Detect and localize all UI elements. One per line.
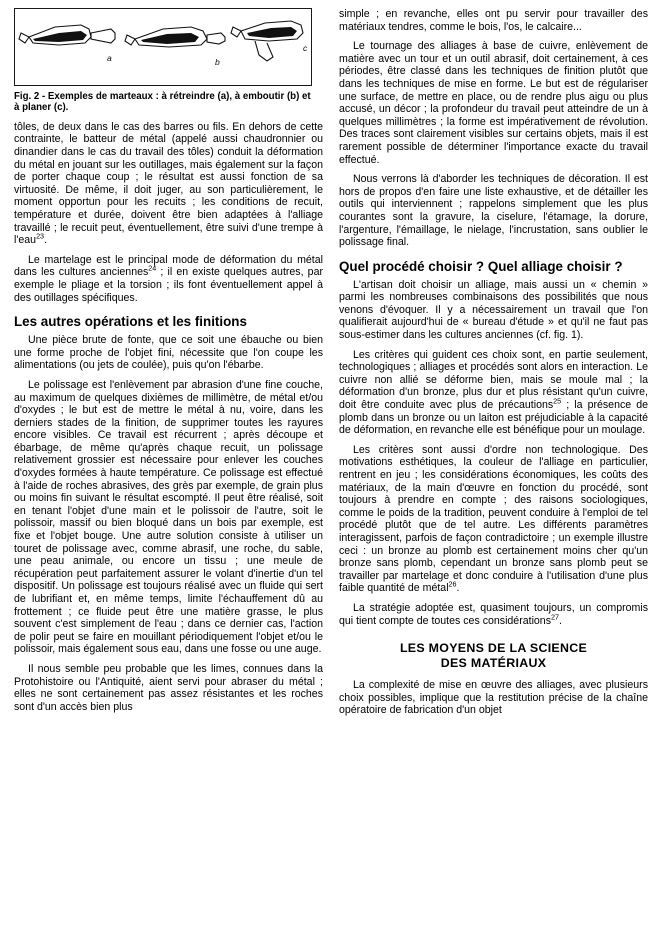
figure-label-a: a xyxy=(107,53,112,63)
paragraph: tôles, de deux dans le cas des barres ou fils. En dehors de cette contrainte, le batteur de métal (appelé aussi chaudronnier ou dinandier dans le cas du travail des tôles) conduit la déformation du métal en jouant sur les outillages, mais également sur la façon de porter chaque coup ; le résultat est aussi fonction de sa virtuosité. De même, il doit juger, au son particulièrement, le moment opportun pour les recuits ; les conditions de recuit, température et durée, doivent être bien adaptées à l'alliage travaillé ; le recuit peut, éventuellement, être suivi d'une trempe à l'eau$^{23}$. xyxy=(14,120,323,247)
paragraph-text: tôles, de deux dans le cas des barres ou fils. En dehors de cette contrainte, le batteur de métal (appelé aussi chaudronnier ou dinandier dans le cas du travail des tôles) conduit la déformation du métal en jouant sur les outillages, mais également sur la façon de porter chaque coup ; le résultat est aussi fonction de sa virtuosité. De même, il doit juger, au son particulièrement, le moment opportun pour les recuits ; les conditions de recuit, température et durée, doivent être bien adaptées à l'alliage travaillé ; le recuit peut, éventuellement, être suivi d'une trempe à l'eau xyxy=(14,120,323,247)
paragraph-text: Le polissage est l'enlèvement par abrasion d'une fine couche, au maximum de quelques dixièmes de millimètre, de métal et/ou d'oxydes ; le but est de mettre le métal à nu, voire, dans les derniers stades de la finition, de supprimer toutes les rayures encore visibles. Ce travail est récurrent ; après découpe et ébarbage, de même qu'après chaque recuit, un polissage relativement grossier est nécessaire pour enlever les couches d'oxydes formées à haute température. Ce polissage est effectué à l'aide de roches abrasives, des grès par exemple, de grain plus ou moins fin suivant le résultat escompté. Il peut être réalisé, soit en tenant l'objet d'une main et le polissoir de l'autre, soit le polissoir, massif ou bien bloqué dans un bois par exemple, est fixe et l'objet bouge. Une autre solution consiste à utiliser un touret de polissage avec, comme abrasif, une roche, du sable, une peau animale, ou encore un tissu ; une meule de récupération peut parfaitement assurer le volant d'inertie d'un tel dispositif. Un polissage est toujours réalisé avec un fluide qui sert de lubrifiant et, en même temps, limite l'échauffement dû au frottement ; ce fluide peut être une matière grasse, le plus souvent c'est simplement de l'eau ; dans ce dernier cas, l'action de polir peut se faire en mouillant périodiquement l'objet et/ou le polissoir, mais également sous eau, dans une fosse ou une auge. xyxy=(14,378,323,656)
paragraph-text: La stratégie adoptée est, quasiment toujours, un compromis qui tient compte de toutes ces considérations xyxy=(339,601,648,627)
figure-caption: Fig. 2 - Exemples de marteaux : à rétreindre (a), à emboutir (b) et à planer (c). xyxy=(14,91,311,114)
section-heading-other-operations: Les autres opérations et les finitions xyxy=(14,314,247,330)
heading-line-1: LES MOYENS DE LA SCIENCE xyxy=(399,641,588,656)
left-column xyxy=(14,8,323,941)
paragraph xyxy=(339,349,648,437)
paragraph xyxy=(339,444,648,595)
figure-label-b: b xyxy=(215,57,220,67)
figure-block xyxy=(14,8,323,114)
paragraph-text-tail: ; il en existe quelques autres, par exemple le pliage et la torsion ; ils font éventuellement appel à des outillages spécifiques. xyxy=(14,266,323,304)
two-column-layout xyxy=(14,8,652,941)
footnote-marker: 26 xyxy=(448,579,457,589)
paragraph xyxy=(339,602,648,627)
paragraph-text: Nous verrons là d'aborder les techniques de décoration. Il est hors de propos d'en faire une liste exhaustive, et de détailler les outils qui interviennent ; rappelons simplement que les plus courantes sont la gravure, la ciselure, l'étamage, la dorure, l'argenture, l'émaillage, le nielage, l'incrustation, sans oublier le polissage final. xyxy=(339,173,648,249)
section-heading-materials-science xyxy=(339,641,648,671)
paragraph xyxy=(14,379,323,656)
paragraph-text: Le martelage est le principal mode de déformation du métal dans les cultures anciennes xyxy=(14,253,323,279)
paragraph xyxy=(339,173,648,249)
hammers-illustration xyxy=(15,9,311,85)
paragraph xyxy=(339,8,648,33)
right-column xyxy=(339,8,648,941)
paragraph-text-tail: ; la présence de plomb dans un bronze ou un laiton est préjudiciable à la capacité de déformation, en revanche elle est bénéfique pour un moulage. xyxy=(339,399,648,437)
section-heading-which-process: Quel procédé choisir ? Quel alliage choisir ? xyxy=(339,258,623,274)
figure-label-c: c xyxy=(303,43,308,53)
footnote-marker: 25 xyxy=(553,396,562,406)
paragraph xyxy=(14,663,323,713)
paragraph xyxy=(339,679,648,717)
paragraph xyxy=(339,279,648,342)
paragraph-text: Une pièce brute de fonte, que ce soit une ébauche ou bien une forme proche de l'objet fini, nécessite que l'on coupe les alimentations (ou jets de coulée), puis qu'on l'ébarbe. xyxy=(14,334,323,372)
paragraph-text: La complexité de mise en œuvre des alliages, avec plusieurs choix possibles, implique que la restitution précise de la chaîne opératoire de fabrication d'un objet xyxy=(339,679,648,717)
paragraph-text: Les critères qui guident ces choix sont, en partie seulement, technologiques ; alliages et procédés sont alors en interaction. Le cuivre non allié se déforme bien, mais se moule mal ; la déformation d'un bronze, plus dur et plus résistant qu'un cuivre, doit être conduite avec plus de précautions xyxy=(339,348,648,412)
paragraph-text-tail: . xyxy=(456,582,460,595)
paragraph-text: simple ; en revanche, elles ont pu servir pour travailler des matériaux tendres, comme le bois, l'os, le calcaire... xyxy=(339,8,648,33)
figure-2-hammers xyxy=(14,8,312,86)
paragraph-text: Il nous semble peu probable que les limes, connues dans la Protohistoire ou l'Antiquité, aient servi pour abraser du métal ; elles ne sont certainement pas assez résistantes et les roches sont d'un accès bien plus xyxy=(14,662,323,713)
paragraph xyxy=(14,254,323,304)
paragraph-text-tail: . xyxy=(559,614,562,627)
footnote-marker: 24 xyxy=(148,263,157,273)
heading-line-2: DES MATÉRIAUX xyxy=(440,656,547,671)
paragraph xyxy=(339,40,648,166)
paragraph-text: Le tournage des alliages à base de cuivre, enlèvement de matière avec un tour et un outil abrasif, doit certainement, à ces périodes, être classé dans les techniques de finition plutôt que dans les techniques de mise en forme. Le but est de régulariser une surface, de mettre en place, ou de rendre plus aigu ou plus accusé, un décor ; la profondeur du travail peut atteindre de un à quelques millimètres ; la forme est impérativement de révolution. Des traces sont clairement visibles sur certains objets, mais il est rarement possible de déterminer l'importance exacte du travail effectué. xyxy=(339,40,648,166)
footnote-marker: 23 xyxy=(36,231,45,241)
footnote-marker: 27 xyxy=(551,612,559,621)
paragraph xyxy=(14,334,323,372)
paragraph-text: L'artisan doit choisir un alliage, mais aussi un « chemin » parmi les nombreuses combinaisons des possibilités que nous venons d'évoquer. Il y a nécessairement un travail que l'on qualifierait aujourd'hui de « bureau d'étude » et qu'il ne faut pas sous-estimer dans les cultures anciennes (cf. fig. 1). xyxy=(339,278,648,342)
paragraph-text: Les critères sont aussi d'ordre non technologique. Des motivations esthétiques, la couleur de l'alliage en particulier, rentrent en jeu ; les considérations économiques, les coûts des matériaux, de la main d'œuvre en fonction du procédé, sont toujours à prendre en compte ; des raisons sociologiques, comme le poids de la tradition, peuvent conduire à l'emploi de tel procédé plutôt que de tel autre. Les différents paramètres interagissent, parfois de façon contradictoire ; un exemple illustre ceci : un bronze au plomb est certainement moins cher qu'un bronze sans plomb, cependant un bronze sans plomb peut se travailler par martelage et donc conduire à l'utilisation d'une plus faible quantité de métal xyxy=(339,443,648,595)
